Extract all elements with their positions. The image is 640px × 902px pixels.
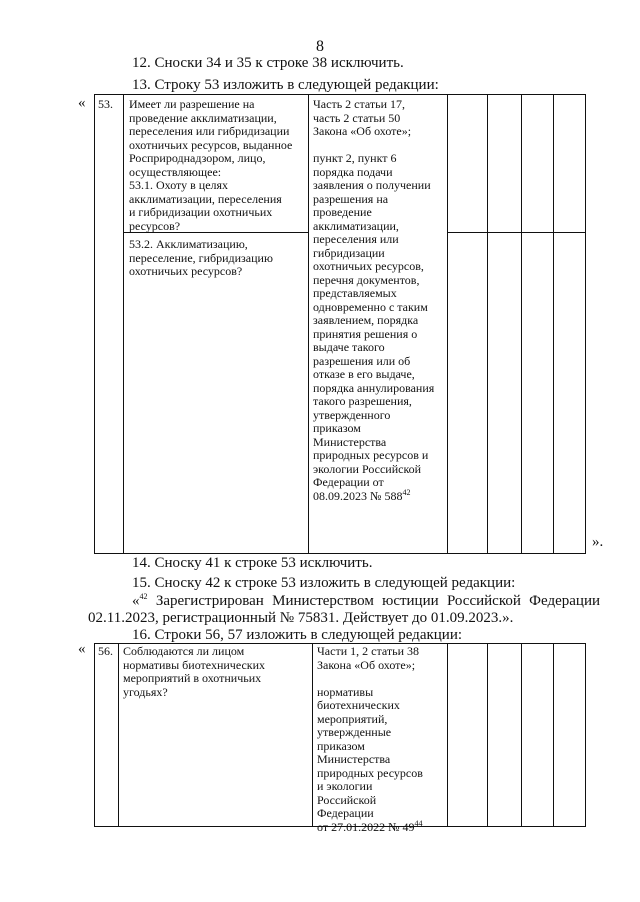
paragraph-15-quote: «$^{42}$ Зарегистрирован Министерством юстиции Российской Федерации: [132, 592, 601, 609]
paragraph-14: 14. Сноску 41 к строке 53 исключить.: [132, 555, 373, 571]
paragraph-12: 12. Сноски 34 и 35 к строке 38 исключить.: [132, 55, 404, 71]
footnote-ref-2: 44: [414, 818, 423, 828]
footnote-ref: 42: [402, 487, 411, 497]
row-number-2: 56.: [98, 644, 113, 658]
footnote-number: 42: [139, 592, 148, 601]
requirements-cell-2: [317, 645, 423, 834]
question-56: Соблюдаются ли лицом нормативы биотехнических мероприятий в охотничьих угодьях?: [123, 644, 266, 699]
row-number: 53.: [98, 97, 113, 111]
open-quote: «: [78, 95, 86, 111]
requirements-text: Часть 2 статьи 17, часть 2 статьи 50 Закона «Об охоте»; пункт 2, пункт 6 порядка подачи заявления о получении разрешения на проведение акклиматизации, переселения или гибридизации охотничьих ресурсов, перечня документов, представляемых одновременно с таким заявлением, порядка принятия решения о выдаче такого разрешения или об отказе в его выдаче, порядка аннулирования такого разрешения, утвержденного приказом Министерства природных ресурсов и экологии Российской Федерации от 08.09.2023 № 588: [313, 97, 435, 503]
question-53-1: Имеет ли разрешение на проведение акклиматизации, переселения или гибридизации охотничьих ресурсов, выданное Росприроднадзором, лицо, осуществляющее: 53.1. Охоту в целях акклиматизации, переселения и гибридизации охотничьих ресурсов?: [129, 97, 293, 233]
open-quote-2: «: [78, 641, 86, 657]
close-quote: ».: [592, 534, 604, 550]
paragraph-15-quote-line2: 02.11.2023, регистрационный № 75831. Действует до 01.09.2023.».: [88, 610, 514, 626]
requirements-cell: [313, 98, 434, 503]
requirements-text-2: Части 1, 2 статьи 38 Закона «Об охоте»; нормативы биотехнических мероприятий, утвержденные приказом Министерства природных ресурсов и экологии Российской Федерации от 27.01.2022 № 49: [317, 644, 423, 834]
page-number: 8: [316, 38, 324, 55]
paragraph-13: 13. Строку 53 изложить в следующей редакции:: [132, 77, 439, 93]
paragraph-15: 15. Сноску 42 к строке 53 изложить в следующей редакции:: [132, 575, 516, 591]
paragraph-16: 16. Строки 56, 57 изложить в следующей редакции:: [132, 627, 463, 643]
question-53-2: 53.2. Акклиматизацию, переселение, гибридизацию охотничьих ресурсов?: [129, 237, 273, 278]
